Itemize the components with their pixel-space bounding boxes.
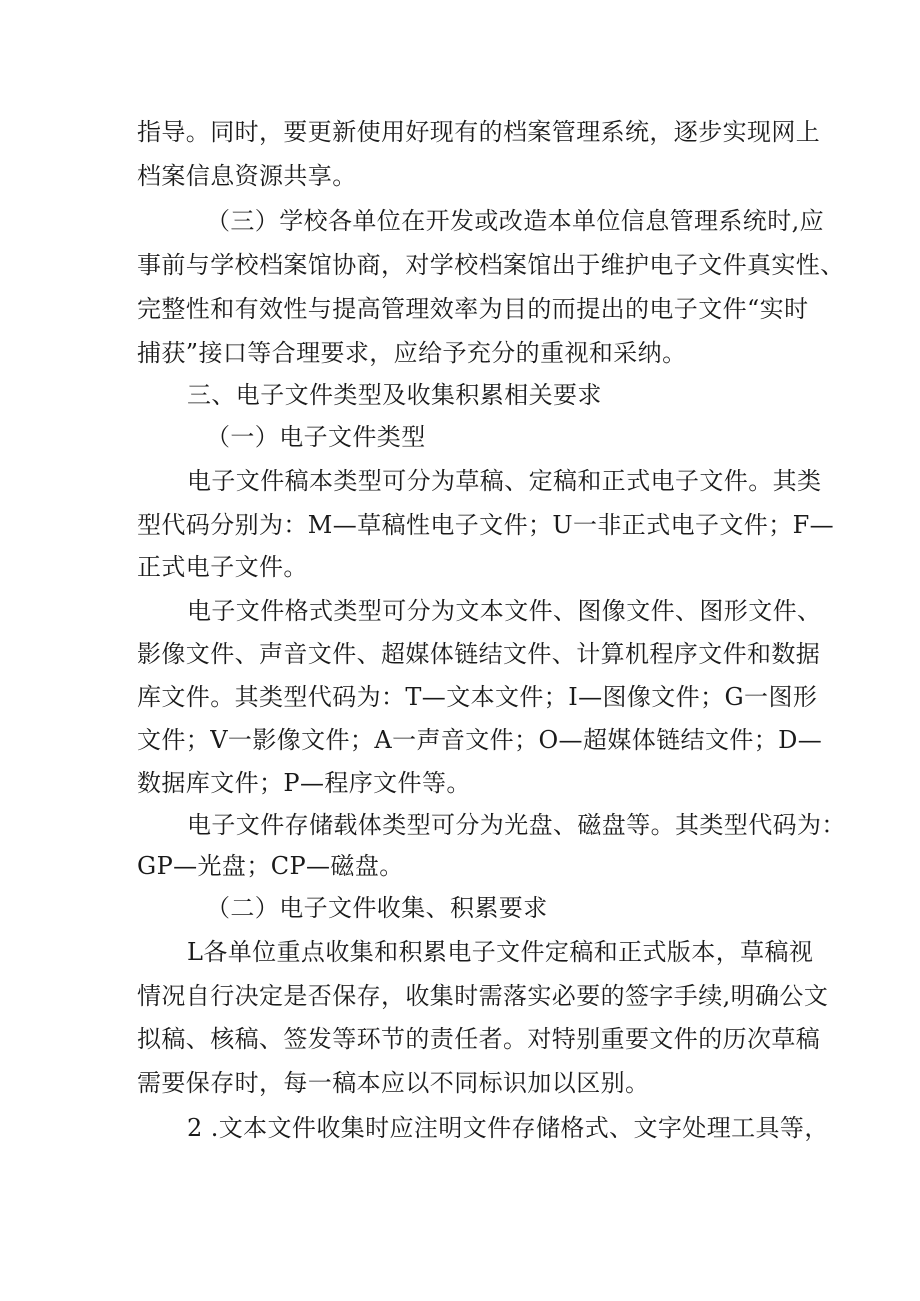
paragraph-line: 型代码分别为：M—草稿性电子文件；U一非正式电子文件；F— — [137, 511, 835, 539]
paragraph-line: 指导。同时，要更新使用好现有的档案管理系统，逐步实现网上 — [137, 118, 821, 146]
paragraph-line: 捕获”接口等合理要求，应给予充分的重视和采纳。 — [137, 339, 687, 367]
paragraph-line: GP—光盘；CP—磁盘。 — [137, 852, 404, 880]
paragraph-line: 需要保存时，每一稿本应以不同标识加以区别。 — [137, 1069, 650, 1097]
paragraph-line: （三）学校各单位在开发或改造本单位信息管理系统时,应 — [206, 207, 825, 235]
paragraph-line: 电子文件稿本类型可分为草稿、定稿和正式电子文件。其类 — [187, 467, 822, 495]
paragraph-line: L各单位重点收集和积累电子文件定稿和正式版本，草稿视 — [187, 938, 814, 966]
paragraph-line: 完整性和有效性与提高管理效率为目的而提出的电子文件“实时 — [137, 295, 809, 323]
paragraph-line: 情况自行决定是否保存，收集时需落实必要的签字手续,明确公文 — [137, 982, 829, 1010]
paragraph-line: 正式电子文件。 — [137, 553, 308, 581]
subsection-heading: （二）电子文件收集、积累要求 — [206, 894, 548, 922]
subsection-heading: （一）电子文件类型 — [206, 423, 426, 451]
paragraph-line: 档案信息资源共享。 — [137, 162, 357, 190]
paragraph-line: 事前与学校档案馆协商，对学校档案馆出于维护电子文件真实性、 — [137, 251, 845, 279]
paragraph-line: 影像文件、声音文件、超媒体链结文件、计算机程序文件和数据 — [137, 640, 821, 668]
paragraph-line: 库文件。其类型代码为：T—文本文件；I—图像文件；G一图形 — [137, 683, 818, 711]
paragraph-line: 拟稿、核稿、签发等环节的责任者。对特别重要文件的历次草稿 — [137, 1025, 821, 1053]
paragraph-line: 电子文件存储载体类型可分为光盘、磁盘等。其类型代码为： — [187, 811, 846, 839]
paragraph-line: 2 .文本文件收集时应注明文件存储格式、文字处理工具等， — [187, 1114, 829, 1142]
paragraph-line: 电子文件格式类型可分为文本文件、图像文件、图形文件、 — [187, 597, 822, 625]
paragraph-line: 文件；V一影像文件；A一声音文件；O—超媒体链结文件；D— — [137, 726, 823, 754]
paragraph-line: 数据库文件；P—程序文件等。 — [137, 769, 471, 797]
section-heading: 三、电子文件类型及收集积累相关要求 — [187, 381, 602, 409]
